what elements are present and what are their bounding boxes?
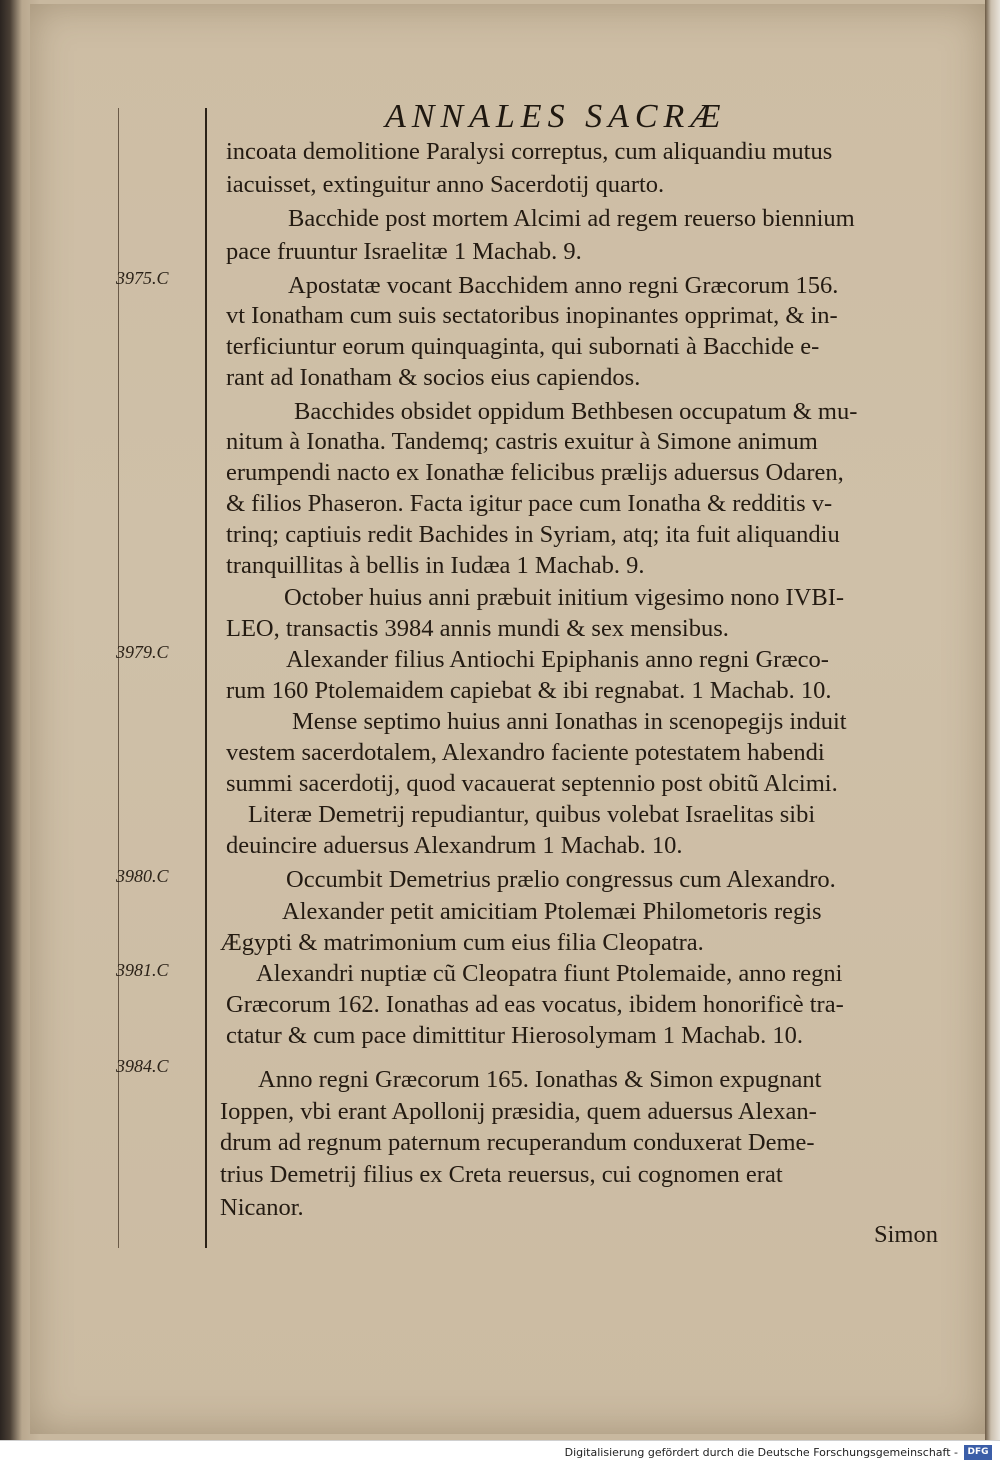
margin-year: 3979.C — [116, 642, 169, 662]
text-line: Græcorum 162. Ionathas ad eas vocatus, ibidem honorificè tra- — [226, 991, 844, 1018]
text-line: Nicanor. — [220, 1194, 304, 1221]
page-edge — [985, 0, 1000, 1440]
funding-credit: Digitalisierung gefördert durch die Deutsche Forschungsgemeinschaft - — [564, 1446, 958, 1459]
text-line: Occumbit Demetrius prælio congressus cum Alexandro. — [286, 866, 836, 893]
margin-year: 3980.C — [116, 866, 169, 886]
text-line: pace fruuntur Israelitæ 1 Machab. 9. — [226, 238, 582, 265]
catchword: Simon — [874, 1221, 938, 1248]
text-line: rant ad Ionatham & socios eius capiendos. — [226, 364, 641, 391]
text-line: deuincire aduersus Alexandrum 1 Machab. 10. — [226, 832, 683, 859]
text-line: incoata demolitione Paralysi correptus, cum aliquandiu mutus — [226, 138, 833, 165]
text-line: Anno regni Græcorum 165. Ionathas & Simon expugnant — [258, 1066, 822, 1093]
text-line: vestem sacerdotalem, Alexandro faciente potestatem habendi — [226, 739, 825, 766]
text-line: & filios Phaseron. Facta igitur pace cum Ionatha & redditis v- — [226, 490, 833, 517]
text-line: vt Ionatham cum suis sectatoribus inopinantes opprimat, & in- — [226, 302, 838, 329]
text-line: erumpendi nacto ex Ionathæ felicibus prælijs aduersus Odaren, — [226, 459, 844, 486]
text-line: tranquillitas à bellis in Iudæa 1 Machab. 9. — [226, 552, 645, 579]
running-header: ANNALES SACRÆ — [385, 98, 727, 135]
text-line: nitum à Ionatha. Tandemq; castris exuitur à Simone animum — [226, 428, 818, 455]
text-line: Alexander filius Antiochi Epiphanis anno regni Græco- — [286, 646, 829, 673]
text-line: rum 160 Ptolemaidem capiebat & ibi regnabat. 1 Machab. 10. — [226, 677, 832, 704]
text-line: trinq; captiuis redit Bachides in Syriam, atq; ita fuit aliquandiu — [226, 521, 840, 548]
text-line: Ægypti & matrimonium cum eius filia Cleopatra. — [220, 929, 704, 956]
text-line: Ioppen, vbi erant Apollonij præsidia, quem aduersus Alexan- — [220, 1098, 817, 1125]
text-line: Apostatæ vocant Bacchidem anno regni Græcorum 156. — [288, 272, 839, 299]
text-line: drum ad regnum paternum recuperandum conduxerat Deme- — [220, 1129, 815, 1156]
text-line: Bacchide post mortem Alcimi ad regem reuerso biennium — [288, 205, 855, 232]
text-line: Bacchides obsidet oppidum Bethbesen occupatum & mu- — [294, 398, 858, 425]
text-line: ctatur & cum pace dimittitur Hierosolymam 1 Machab. 10. — [226, 1022, 803, 1049]
margin-year: 3981.C — [116, 960, 169, 980]
text-line: terficiuntur eorum quinquaginta, qui subornati à Bacchide e- — [226, 333, 820, 360]
text-line: iacuisset, extinguitur anno Sacerdotij quarto. — [226, 171, 665, 198]
text-line: summi sacerdotij, quod vacauerat septennio post obitũ Alcimi. — [226, 770, 838, 797]
dfg-logo: DFG — [964, 1445, 992, 1460]
text-line: trius Demetrij filius ex Creta reuersus, cui cognomen erat — [220, 1161, 783, 1188]
text-line: Alexandri nuptiæ cũ Cleopatra fiunt Ptolemaide, anno regni — [256, 960, 843, 987]
text-line: October huius anni præbuit initium vigesimo nono IVBI- — [284, 584, 845, 611]
text-line: Literæ Demetrij repudiantur, quibus volebat Israelitas sibi — [248, 801, 816, 828]
margin-year: 3975.C — [116, 268, 169, 288]
text-line: Alexander petit amicitiam Ptolemæi Philometoris regis — [282, 898, 822, 925]
margin-year: 3984.C — [116, 1056, 169, 1076]
text-line: Mense septimo huius anni Ionathas in scenopegijs induit — [292, 708, 847, 735]
text-line: LEO, transactis 3984 annis mundi & sex mensibus. — [226, 615, 729, 642]
digitization-footer — [0, 1440, 1000, 1465]
